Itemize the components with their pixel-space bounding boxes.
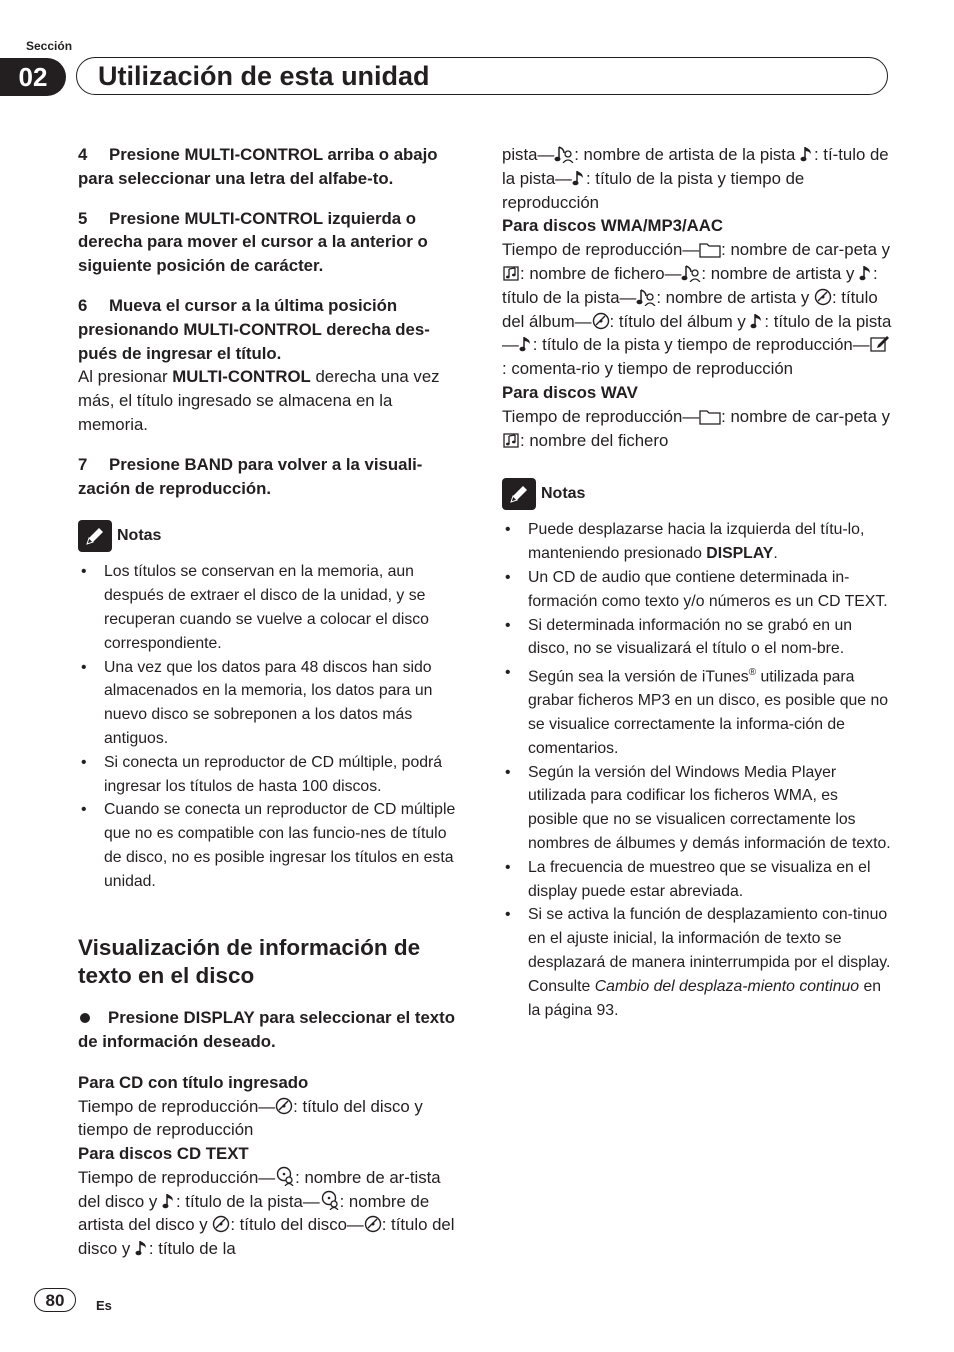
track-note-icon: [800, 145, 814, 163]
folder-icon: [699, 409, 721, 425]
list-item: • Según sea la versión de iTunes® utilizada para grabar ficheros MP3 en un disco, es posible que no se visualice correctamente la informa-ción de comentarios.: [502, 661, 892, 760]
wma-text: Tiempo de reproducción— : nombre de car-peta y : nombre de fichero— : nombre de artista y : título de la pista— : nombre de artista y : título del álbum— : título del álbum y : título de la pista— : título de la pista y tiempo de reproducción— : comenta-rio y tiempo de reproducción: [502, 240, 892, 379]
cd-titled-text: Tiempo de reproducción— : título del disco y tiempo de reproducción: [78, 1096, 423, 1140]
notes-header: [502, 478, 892, 510]
comment-icon: [870, 335, 890, 353]
track-note-icon: [859, 264, 873, 282]
cd-text-continued: pista— : nombre de artista de la pista : tí-tulo de la pista— : título de la pista y tiempo de reproducción: [502, 145, 889, 212]
track-note-icon: [572, 169, 586, 187]
step-6: [78, 294, 466, 365]
list-item: • Si se activa la función de desplazamiento con-tinuo en el ajuste inicial, la información de texto se desplazará de manera ininterrumpida por el display. Consulte Cambio del desplaza-miento continuo en la página 93.: [502, 903, 892, 1022]
cd-text-heading: Para discos CD TEXT: [78, 1144, 249, 1164]
list-item: • La frecuencia de muestreo que se visualiza en el display puede estar abreviada.: [502, 856, 892, 904]
chapter-title: Utilización de esta unidad: [98, 61, 430, 91]
left-column: [78, 143, 466, 1261]
track-artist-icon: [681, 264, 701, 282]
disc-artist-icon: [275, 1166, 295, 1186]
cd-text-text: Tiempo de reproducción— : nombre de ar-tista del disco y : título de la pista— : nombre de artista del disco y : título del disco— : título del disco y : título de la: [78, 1167, 455, 1259]
disc-artist-icon: [320, 1190, 340, 1210]
list-item: • Un CD de audio que contiene determinada in-formación como texto y/o números es un CD TEXT.: [502, 566, 892, 614]
step-number: 7: [78, 454, 88, 474]
list-item: • Una vez que los datos para 48 discos han sido almacenados en la memoria, los datos para un nuevo disco se sobreponen a los datos más antiguos.: [78, 656, 466, 751]
step-5: [78, 207, 466, 278]
section-number-badge: 02: [0, 58, 66, 96]
list-item: • Cuando se conecta un reproductor de CD múltiple que no es compatible con las funcio-nes de título de disco, no es posible ingresar los títulos en esta unidad.: [78, 798, 466, 893]
subheading: Visualización de información de texto en el disco: [78, 934, 421, 988]
disc-title-icon: [364, 1215, 382, 1233]
language-code: Es: [96, 1298, 112, 1313]
bullet-dot-icon: [80, 1013, 90, 1023]
pencil-note-icon: [502, 478, 536, 510]
pencil-note-icon: [78, 520, 112, 552]
cd-titled-heading: Para CD con título ingresado: [78, 1072, 309, 1092]
track-note-icon: [162, 1192, 176, 1210]
folder-icon: [699, 242, 721, 258]
list-item: • Si conecta un reproductor de CD múltiple, podrá ingresar los títulos de hasta 100 discos.: [78, 751, 466, 799]
file-icon: [502, 431, 520, 449]
file-icon: [502, 264, 520, 282]
step-text: Presione MULTI-CONTROL arriba o abajo para seleccionar una letra del alfabe-to.: [78, 145, 438, 188]
track-artist-icon: [554, 145, 574, 163]
notes-title: Notas: [117, 527, 162, 545]
step-text: Mueva el cursor a la última posición presionando MULTI-CONTROL derecha des-pués de ingresar el título.: [78, 295, 430, 363]
wav-text: Tiempo de reproducción— : nombre de car-peta y : nombre del fichero: [502, 406, 890, 450]
notes-header: [78, 520, 466, 552]
display-step: Presione DISPLAY para seleccionar el texto de información deseado.: [78, 1008, 455, 1052]
list-item: • Los títulos se conservan en la memoria, aun después de extraer el disco de la unidad, y se recuperan cuando se vuelve a colocar el disco correspondiente.: [78, 560, 466, 655]
step-6-body: Al presionar MULTI-CONTROL derecha una vez más, el título ingresado se almacena en la memoria.: [78, 367, 440, 434]
cross-reference: Cambio del desplaza-miento continuo: [594, 977, 860, 995]
list-item: • Puede desplazarse hacia la izquierda del títu-lo, manteniendo presionado DISPLAY.: [502, 518, 892, 566]
right-column: [502, 143, 892, 1022]
album-icon: [592, 312, 610, 330]
step-4: [78, 143, 466, 191]
step-number: 5: [78, 208, 88, 228]
section-label: Sección: [26, 39, 73, 53]
step-7: [78, 453, 466, 501]
track-note-icon: [135, 1239, 149, 1257]
list-item: • Según la versión del Windows Media Player utilizada para codificar los ficheros WMA, es posible que no se visualicen correctamente los nombres de álbumes y demás información de texto.: [502, 761, 892, 856]
disc-title-icon: [212, 1215, 230, 1233]
track-artist-icon: [636, 288, 656, 306]
disc-title-icon: [275, 1097, 293, 1115]
wma-heading: Para discos WMA/MP3/AAC: [502, 216, 723, 236]
track-note-icon: [519, 335, 533, 353]
page-number: 80: [34, 1288, 76, 1312]
notes-title: Notas: [541, 485, 586, 503]
track-note-icon: [750, 312, 764, 330]
notes-list: [78, 560, 466, 893]
step-text: Presione BAND para volver a la visuali-zación de reproducción.: [78, 454, 423, 498]
notes-list: [502, 518, 892, 1022]
step-number: 4: [78, 145, 88, 164]
step-number: 6: [78, 295, 88, 315]
wav-heading: Para discos WAV: [502, 382, 638, 402]
step-text: Presione MULTI-CONTROL izquierda o derecha para mover el cursor a la anterior o siguiente posición de carácter.: [78, 208, 428, 276]
list-item: • Si determinada información no se grabó en un disco, no se visualizará el título o el nom-bre.: [502, 614, 892, 662]
album-icon: [814, 288, 832, 306]
